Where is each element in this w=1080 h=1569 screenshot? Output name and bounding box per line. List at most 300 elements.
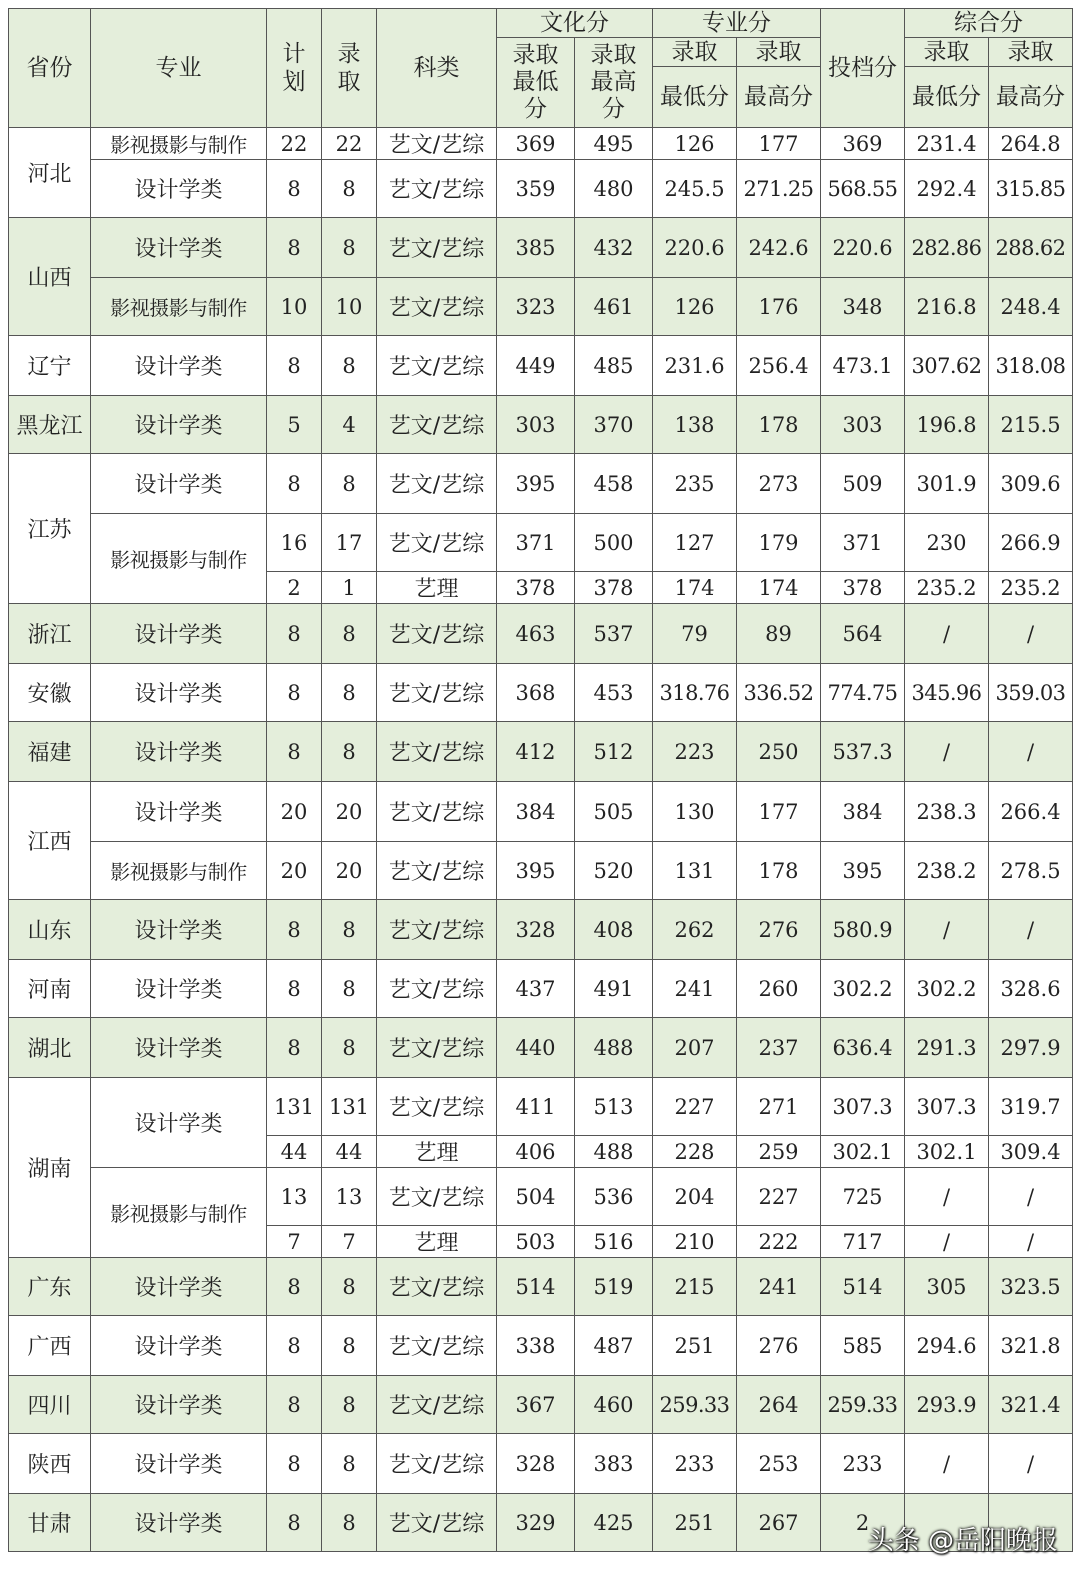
composite-max-cell: 309.4 [989, 1136, 1073, 1168]
composite-max-cell: 321.4 [989, 1376, 1073, 1434]
toudang-cell: 580.9 [821, 900, 905, 960]
composite-max-cell: 318.08 [989, 336, 1073, 396]
prof-max-cell: 264 [737, 1376, 821, 1434]
prof-min-cell: 228 [653, 1136, 737, 1168]
plan-cell: 131 [267, 1078, 322, 1136]
admit-cell: 131 [322, 1078, 377, 1136]
composite-max-cell: 266.4 [989, 782, 1073, 842]
prof-min-cell: 79 [653, 604, 737, 664]
culture-min-cell: 385 [497, 218, 575, 278]
category-cell: 艺文/艺综 [377, 722, 497, 782]
province-cell: 江西 [9, 782, 91, 900]
major-cell: 设计学类 [91, 1494, 267, 1552]
category-cell: 艺文/艺综 [377, 842, 497, 900]
composite-max-cell: 288.62 [989, 218, 1073, 278]
table-body [9, 128, 1073, 1552]
culture-min-cell: 338 [497, 1316, 575, 1376]
toudang-cell: 307.3 [821, 1078, 905, 1136]
composite-max-cell: / [989, 604, 1073, 664]
plan-cell: 13 [267, 1168, 322, 1226]
prof-min-cell: 223 [653, 722, 737, 782]
province-cell: 湖南 [9, 1078, 91, 1258]
major-cell: 影视摄影与制作 [91, 1168, 267, 1258]
prof-min-cell: 262 [653, 900, 737, 960]
category-cell: 艺文/艺综 [377, 1316, 497, 1376]
prof-min-cell: 235 [653, 454, 737, 514]
culture-min-cell: 369 [497, 128, 575, 160]
prof-max-cell: 259 [737, 1136, 821, 1168]
culture-min-cell: 412 [497, 722, 575, 782]
composite-max-cell: 248.4 [989, 278, 1073, 336]
composite-min-cell: 302.1 [905, 1136, 989, 1168]
admit-cell: 8 [322, 336, 377, 396]
culture-max-cell: 519 [575, 1258, 653, 1316]
composite-min-cell: 292.4 [905, 160, 989, 218]
culture-min-cell: 437 [497, 960, 575, 1018]
toudang-cell: 259.33 [821, 1376, 905, 1434]
prof-max-cell: 241 [737, 1258, 821, 1316]
toudang-cell: 384 [821, 782, 905, 842]
culture-max-header [575, 38, 653, 128]
composite-max-cell: 359.03 [989, 664, 1073, 722]
culture-max-cell: 378 [575, 572, 653, 604]
composite-max-cell: / [989, 1434, 1073, 1494]
province-cell: 黑龙江 [9, 396, 91, 454]
culture-min-header-text: 录取最低分 [512, 42, 559, 122]
culture-min-cell: 406 [497, 1136, 575, 1168]
plan-cell: 8 [267, 218, 322, 278]
admit-cell: 1 [322, 572, 377, 604]
composite-max-cell: 235.2 [989, 572, 1073, 604]
toudang-cell: 220.6 [821, 218, 905, 278]
category-cell: 艺文/艺综 [377, 128, 497, 160]
admission-score-table [8, 8, 1073, 1552]
composite-max-cell: / [989, 722, 1073, 782]
prof-min-cell: 207 [653, 1018, 737, 1078]
admit-cell: 8 [322, 900, 377, 960]
major-cell: 设计学类 [91, 336, 267, 396]
prof-min-cell: 251 [653, 1494, 737, 1552]
major-cell: 设计学类 [91, 1434, 267, 1494]
category-cell: 艺文/艺综 [377, 900, 497, 960]
culture-min-cell: 328 [497, 900, 575, 960]
composite-min-cell: 238.2 [905, 842, 989, 900]
province-cell: 江苏 [9, 454, 91, 604]
plan-cell: 16 [267, 514, 322, 572]
prof-min-cell: 241 [653, 960, 737, 1018]
culture-min-cell: 368 [497, 664, 575, 722]
composite-min-cell: 307.62 [905, 336, 989, 396]
prof-min-cell: 233 [653, 1434, 737, 1494]
toudang-cell: 371 [821, 514, 905, 572]
toudang-cell: 636.4 [821, 1018, 905, 1078]
prof-max-cell: 250 [737, 722, 821, 782]
culture-max-cell: 461 [575, 278, 653, 336]
culture-max-cell: 512 [575, 722, 653, 782]
culture-max-cell: 408 [575, 900, 653, 960]
major-cell: 设计学类 [91, 1018, 267, 1078]
major-cell: 影视摄影与制作 [91, 128, 267, 160]
table-row [9, 782, 1073, 842]
culture-min-cell: 514 [497, 1258, 575, 1316]
culture-min-cell: 395 [497, 454, 575, 514]
admit-cell: 13 [322, 1168, 377, 1226]
table-row [9, 1258, 1073, 1316]
comp-min-admit-label: 录取 [905, 38, 989, 67]
comp-max-admit-label: 录取 [989, 38, 1073, 67]
category-cell: 艺文/艺综 [377, 1376, 497, 1434]
plan-cell: 8 [267, 1494, 322, 1552]
culture-min-cell: 359 [497, 160, 575, 218]
culture-max-cell: 485 [575, 336, 653, 396]
culture-max-cell: 488 [575, 1018, 653, 1078]
toudang-cell: 303 [821, 396, 905, 454]
culture-max-cell: 453 [575, 664, 653, 722]
category-cell: 艺文/艺综 [377, 1258, 497, 1316]
composite-min-cell: 307.3 [905, 1078, 989, 1136]
culture-max-cell: 536 [575, 1168, 653, 1226]
toudang-cell: 514 [821, 1258, 905, 1316]
category-cell: 艺理 [377, 1136, 497, 1168]
toudang-cell: 473.1 [821, 336, 905, 396]
admit-cell: 44 [322, 1136, 377, 1168]
composite-max-cell: 323.5 [989, 1258, 1073, 1316]
composite-max-cell: 319.7 [989, 1078, 1073, 1136]
composite-max-cell: 278.5 [989, 842, 1073, 900]
major-cell: 设计学类 [91, 900, 267, 960]
comp-min-label: 最低分 [905, 67, 989, 128]
composite-min-cell: 302.2 [905, 960, 989, 1018]
composite-min-cell: / [905, 604, 989, 664]
table-row [9, 1316, 1073, 1376]
toudang-cell: 233 [821, 1434, 905, 1494]
composite-min-cell: 216.8 [905, 278, 989, 336]
table-row [9, 278, 1073, 336]
major-cell: 设计学类 [91, 454, 267, 514]
prof-min-cell: 210 [653, 1226, 737, 1258]
table-row [9, 160, 1073, 218]
plan-cell: 8 [267, 336, 322, 396]
admit-cell: 20 [322, 782, 377, 842]
table-row [9, 1018, 1073, 1078]
prof-max-cell: 177 [737, 782, 821, 842]
toudang-cell: 717 [821, 1226, 905, 1258]
culture-max-cell: 513 [575, 1078, 653, 1136]
culture-max-cell: 480 [575, 160, 653, 218]
category-cell: 艺文/艺综 [377, 336, 497, 396]
prof-max-cell: 260 [737, 960, 821, 1018]
culture-min-cell: 371 [497, 514, 575, 572]
category-cell: 艺文/艺综 [377, 218, 497, 278]
prof-max-label: 最高分 [737, 67, 821, 128]
prof-min-cell: 215 [653, 1258, 737, 1316]
table-row [9, 454, 1073, 514]
category-cell: 艺文/艺综 [377, 1494, 497, 1552]
prof-min-label: 最低分 [653, 67, 737, 128]
toudang-cell: 369 [821, 128, 905, 160]
prof-max-cell: 178 [737, 842, 821, 900]
prof-max-cell: 267 [737, 1494, 821, 1552]
category-cell: 艺文/艺综 [377, 664, 497, 722]
toudang-cell: 725 [821, 1168, 905, 1226]
plan-cell: 8 [267, 960, 322, 1018]
culture-min-cell: 440 [497, 1018, 575, 1078]
category-cell: 艺理 [377, 1226, 497, 1258]
plan-cell: 8 [267, 1018, 322, 1078]
province-cell: 陕西 [9, 1434, 91, 1494]
culture-max-cell: 488 [575, 1136, 653, 1168]
category-cell: 艺文/艺综 [377, 514, 497, 572]
composite-max-cell: 328.6 [989, 960, 1073, 1018]
admit-cell: 8 [322, 960, 377, 1018]
plan-cell: 20 [267, 842, 322, 900]
culture-max-cell: 458 [575, 454, 653, 514]
culture-max-cell: 425 [575, 1494, 653, 1552]
admit-cell: 8 [322, 604, 377, 664]
admit-cell: 8 [322, 664, 377, 722]
plan-cell: 8 [267, 160, 322, 218]
toudang-cell: 509 [821, 454, 905, 514]
toudang-cell: 378 [821, 572, 905, 604]
composite-min-cell: 196.8 [905, 396, 989, 454]
admit-cell: 8 [322, 1376, 377, 1434]
province-cell: 浙江 [9, 604, 91, 664]
province-cell: 山西 [9, 218, 91, 336]
table-row [9, 336, 1073, 396]
category-cell: 艺文/艺综 [377, 278, 497, 336]
category-cell: 艺文/艺综 [377, 1434, 497, 1494]
table-row [9, 1078, 1073, 1136]
plan-cell: 20 [267, 782, 322, 842]
composite-min-cell: 301.9 [905, 454, 989, 514]
province-header: 省份 [9, 9, 91, 128]
prof-min-cell: 227 [653, 1078, 737, 1136]
plan-cell: 8 [267, 604, 322, 664]
plan-cell: 8 [267, 1434, 322, 1494]
culture-max-cell: 520 [575, 842, 653, 900]
composite-min-cell: 305 [905, 1258, 989, 1316]
plan-cell: 8 [267, 454, 322, 514]
category-cell: 艺文/艺综 [377, 604, 497, 664]
culture-min-cell: 395 [497, 842, 575, 900]
toudang-cell: 302.2 [821, 960, 905, 1018]
admit-cell: 8 [322, 1434, 377, 1494]
composite-min-cell: / [905, 900, 989, 960]
major-cell: 设计学类 [91, 782, 267, 842]
prof-min-cell: 127 [653, 514, 737, 572]
culture-max-cell: 432 [575, 218, 653, 278]
province-cell: 河南 [9, 960, 91, 1018]
major-cell: 设计学类 [91, 160, 267, 218]
composite-min-cell: 293.9 [905, 1376, 989, 1434]
composite-max-cell: 315.85 [989, 160, 1073, 218]
composite-min-cell: / [905, 722, 989, 782]
admit-cell: 8 [322, 1316, 377, 1376]
admit-cell: 17 [322, 514, 377, 572]
toudang-cell: 348 [821, 278, 905, 336]
composite-max-cell: 215.5 [989, 396, 1073, 454]
composite-max-cell: / [989, 1168, 1073, 1226]
prof-min-cell: 220.6 [653, 218, 737, 278]
table-row [9, 900, 1073, 960]
major-cell: 影视摄影与制作 [91, 278, 267, 336]
toudang-cell: 2 [821, 1494, 905, 1552]
admit-cell: 8 [322, 218, 377, 278]
prof-min-cell: 174 [653, 572, 737, 604]
admit-cell: 10 [322, 278, 377, 336]
composite-score-header: 综合分 [905, 9, 1073, 38]
composite-max-cell: / [989, 1226, 1073, 1258]
major-cell: 设计学类 [91, 218, 267, 278]
culture-min-cell: 329 [497, 1494, 575, 1552]
province-cell: 河北 [9, 128, 91, 218]
plan-cell: 8 [267, 722, 322, 782]
culture-min-cell: 384 [497, 782, 575, 842]
table-row [9, 218, 1073, 278]
category-cell: 艺文/艺综 [377, 960, 497, 1018]
culture-min-cell: 449 [497, 336, 575, 396]
toudang-cell: 568.55 [821, 160, 905, 218]
plan-cell: 8 [267, 664, 322, 722]
composite-min-cell: 231.4 [905, 128, 989, 160]
prof-max-cell: 276 [737, 900, 821, 960]
table-row [9, 960, 1073, 1018]
table-row [9, 128, 1073, 160]
prof-min-cell: 231.6 [653, 336, 737, 396]
category-cell: 艺文/艺综 [377, 1168, 497, 1226]
major-cell: 设计学类 [91, 722, 267, 782]
composite-max-cell: 309.6 [989, 454, 1073, 514]
prof-min-cell: 204 [653, 1168, 737, 1226]
province-cell: 四川 [9, 1376, 91, 1434]
admit-header-text: 录取 [337, 41, 361, 95]
composite-max-cell: / [989, 900, 1073, 960]
culture-min-cell: 303 [497, 396, 575, 454]
province-cell: 福建 [9, 722, 91, 782]
admit-cell: 8 [322, 160, 377, 218]
composite-min-cell: / [905, 1226, 989, 1258]
prof-max-cell: 271.25 [737, 160, 821, 218]
major-cell: 影视摄影与制作 [91, 514, 267, 604]
toudang-cell: 774.75 [821, 664, 905, 722]
comp-max-label: 最高分 [989, 67, 1073, 128]
prof-max-cell: 179 [737, 514, 821, 572]
prof-min-cell: 251 [653, 1316, 737, 1376]
culture-min-header [497, 38, 575, 128]
plan-cell: 8 [267, 900, 322, 960]
table-row [9, 396, 1073, 454]
plan-cell: 5 [267, 396, 322, 454]
toudang-score-header: 投档分 [821, 9, 905, 128]
category-cell: 艺理 [377, 572, 497, 604]
composite-max-cell: 321.8 [989, 1316, 1073, 1376]
plan-cell: 10 [267, 278, 322, 336]
prof-min-cell: 318.76 [653, 664, 737, 722]
province-cell: 广东 [9, 1258, 91, 1316]
prof-max-cell: 89 [737, 604, 821, 664]
plan-header-text: 计划 [282, 41, 306, 95]
prof-max-cell: 256.4 [737, 336, 821, 396]
plan-cell: 8 [267, 1376, 322, 1434]
plan-cell: 7 [267, 1226, 322, 1258]
category-cell: 艺文/艺综 [377, 454, 497, 514]
table-row [9, 664, 1073, 722]
prof-max-cell: 177 [737, 128, 821, 160]
plan-cell: 8 [267, 1316, 322, 1376]
culture-max-cell: 537 [575, 604, 653, 664]
culture-max-cell: 495 [575, 128, 653, 160]
major-cell: 设计学类 [91, 1316, 267, 1376]
plan-cell: 8 [267, 1258, 322, 1316]
admit-cell: 22 [322, 128, 377, 160]
admit-cell: 20 [322, 842, 377, 900]
province-cell: 广西 [9, 1316, 91, 1376]
admit-cell: 8 [322, 454, 377, 514]
professional-score-header: 专业分 [653, 9, 821, 38]
category-cell: 艺文/艺综 [377, 1078, 497, 1136]
prof-max-cell: 253 [737, 1434, 821, 1494]
culture-max-cell: 516 [575, 1226, 653, 1258]
culture-max-cell: 370 [575, 396, 653, 454]
table-row [9, 514, 1073, 572]
admit-cell: 8 [322, 1018, 377, 1078]
culture-min-cell: 411 [497, 1078, 575, 1136]
table-header [9, 9, 1073, 128]
major-cell: 影视摄影与制作 [91, 842, 267, 900]
province-cell: 安徽 [9, 664, 91, 722]
prof-max-cell: 222 [737, 1226, 821, 1258]
admit-cell: 4 [322, 396, 377, 454]
admit-cell: 8 [322, 1258, 377, 1316]
toudang-cell: 564 [821, 604, 905, 664]
major-cell: 设计学类 [91, 1376, 267, 1434]
province-cell: 湖北 [9, 1018, 91, 1078]
prof-max-cell: 178 [737, 396, 821, 454]
composite-min-cell: 294.6 [905, 1316, 989, 1376]
culture-min-cell: 378 [497, 572, 575, 604]
category-cell: 艺文/艺综 [377, 1018, 497, 1078]
table-row [9, 604, 1073, 664]
prof-min-admit-label: 录取 [653, 38, 737, 67]
prof-max-cell: 242.6 [737, 218, 821, 278]
prof-max-cell: 227 [737, 1168, 821, 1226]
culture-max-cell: 487 [575, 1316, 653, 1376]
admit-cell: 8 [322, 1494, 377, 1552]
plan-cell: 22 [267, 128, 322, 160]
prof-max-cell: 271 [737, 1078, 821, 1136]
category-cell: 艺文/艺综 [377, 160, 497, 218]
toudang-cell: 537.3 [821, 722, 905, 782]
culture-min-cell: 328 [497, 1434, 575, 1494]
admit-header [322, 9, 377, 128]
plan-cell: 2 [267, 572, 322, 604]
prof-min-cell: 126 [653, 278, 737, 336]
composite-max-cell: 297.9 [989, 1018, 1073, 1078]
toudang-cell: 395 [821, 842, 905, 900]
major-header: 专业 [91, 9, 267, 128]
table-row [9, 1376, 1073, 1434]
plan-cell: 44 [267, 1136, 322, 1168]
category-cell: 艺文/艺综 [377, 782, 497, 842]
prof-min-cell: 259.33 [653, 1376, 737, 1434]
culture-max-cell: 505 [575, 782, 653, 842]
table-row [9, 1434, 1073, 1494]
plan-header [267, 9, 322, 128]
table-row [9, 722, 1073, 782]
culture-score-header: 文化分 [497, 9, 653, 38]
culture-min-cell: 367 [497, 1376, 575, 1434]
composite-min-cell: / [905, 1434, 989, 1494]
